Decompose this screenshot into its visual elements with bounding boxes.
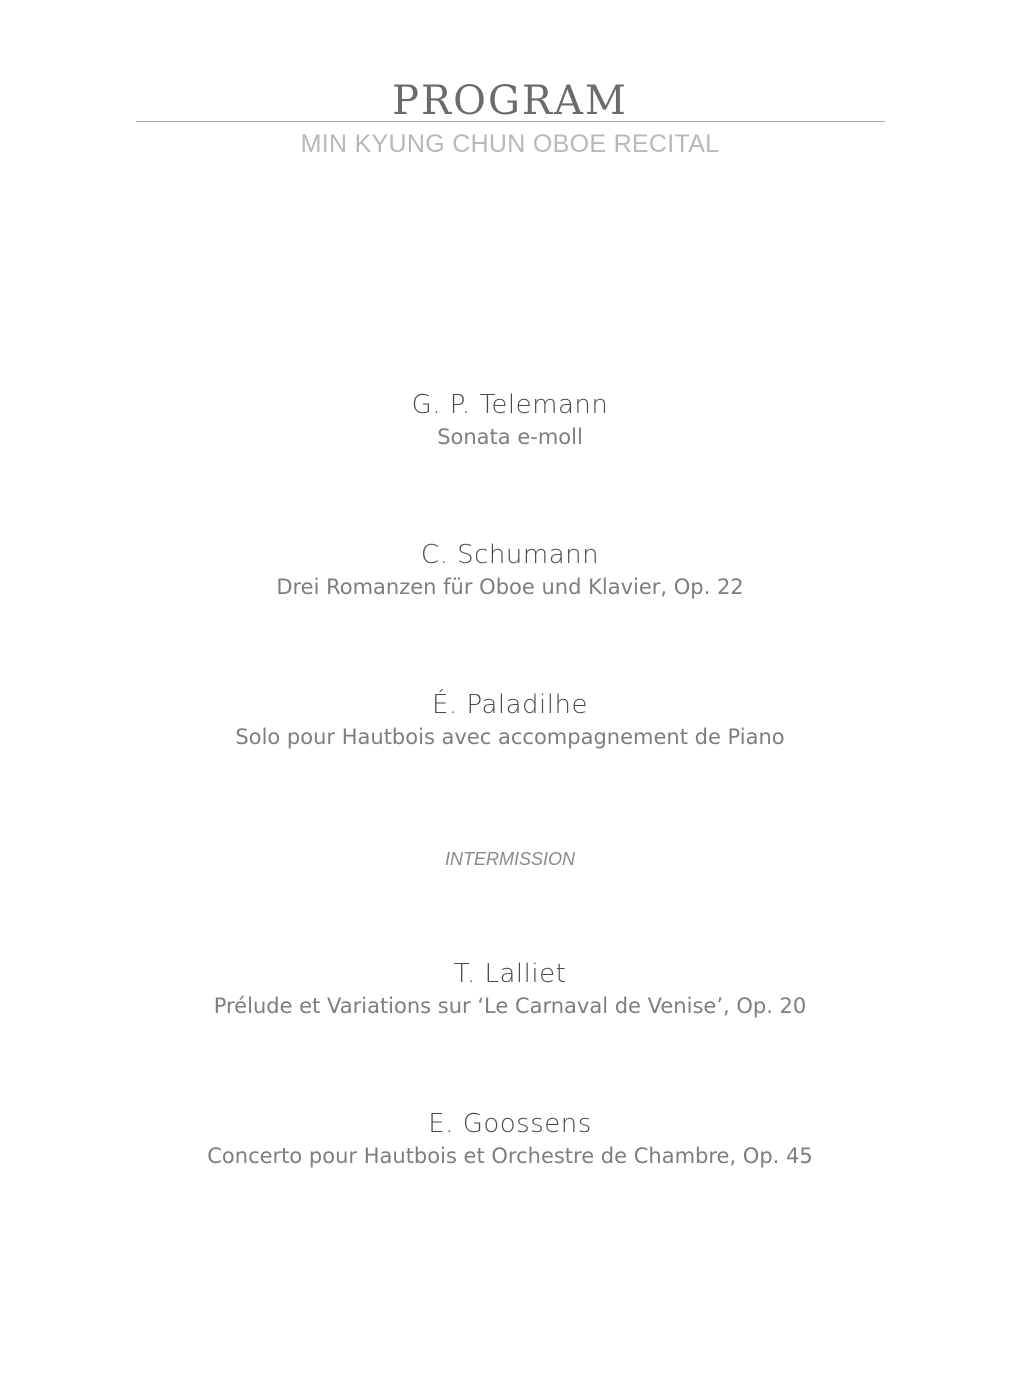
page-subtitle: MIN KYUNG CHUN OBOE RECITAL [300,130,720,158]
program-item-telemann [0,388,1020,452]
program-item-lalliet [0,957,1020,1021]
composer-name: E. Goossens [428,1109,592,1139]
composer-name: C. Schumann [420,540,600,570]
header-divider [136,121,885,122]
composer-name: T. Lalliet [453,959,567,989]
work-title: Prélude et Variations sur ‘Le Carnaval de Venise’, Op. 20 [213,994,807,1018]
work-title: Concerto pour Hautbois et Orchestre de Chambre, Op. 45 [207,1144,813,1168]
work-title: Solo pour Hautbois avec accompagnement de Piano [235,725,785,749]
composer-name: G. P. Telemann [411,390,609,420]
program-item-schumann [0,538,1020,602]
page-title: PROGRAM [392,78,628,124]
intermission-label: INTERMISSION [444,849,575,869]
program-item-paladilhe [0,688,1020,752]
composer-name: É. Paladilhe [432,690,588,720]
work-title: Drei Romanzen für Oboe und Klavier, Op. 22 [276,575,744,599]
work-title: Sonata e-moll [437,425,583,449]
program-item-goossens [0,1107,1020,1171]
